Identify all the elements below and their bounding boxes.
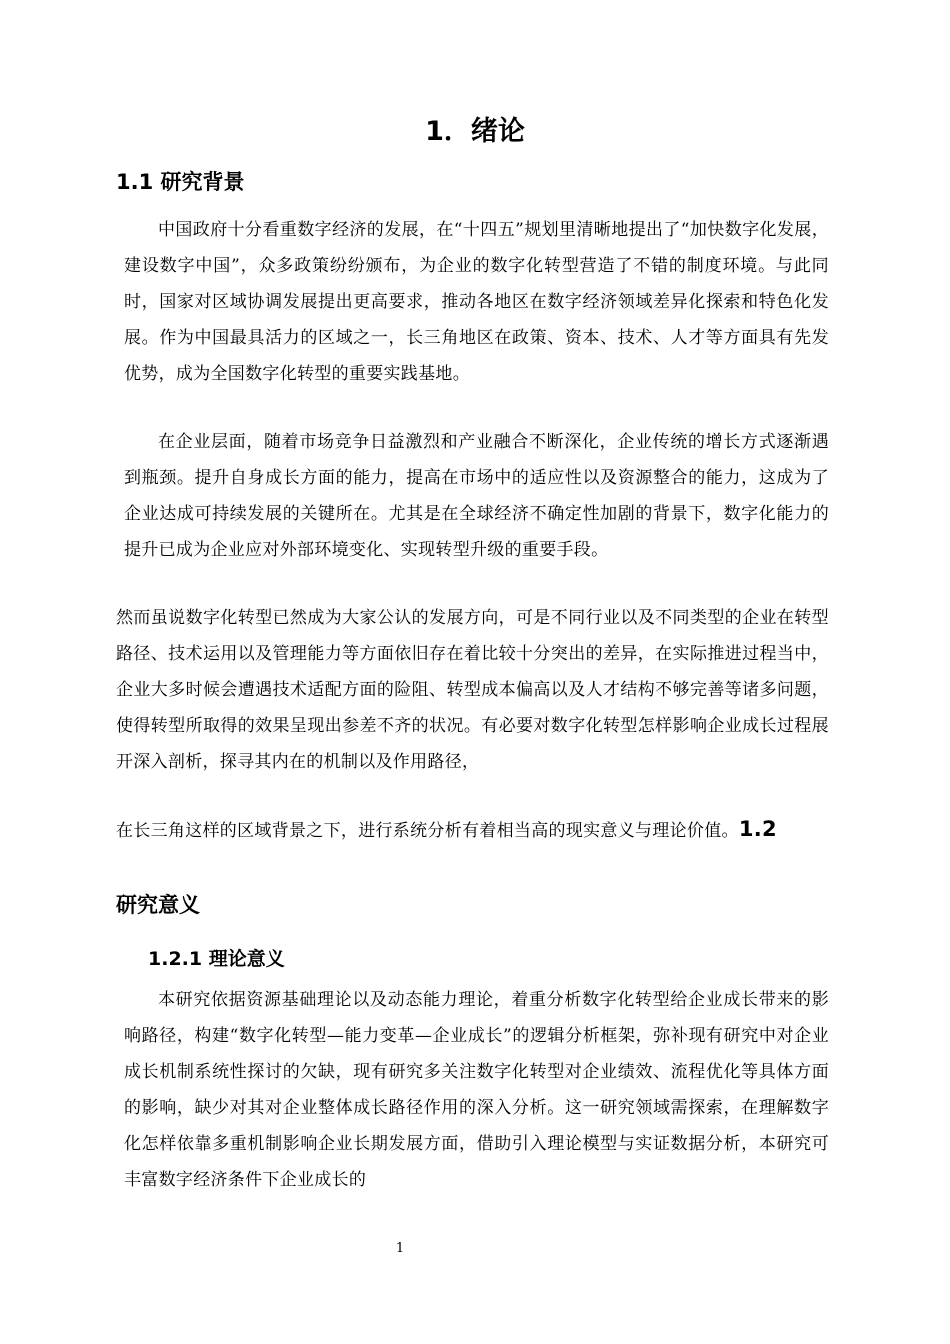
- section-heading-1-2: 研究意义: [116, 893, 200, 917]
- paragraph-background-conclusion-text: 在长三角这样的区域背景之下，进行系统分析有着相当高的现实意义与理论价值。: [116, 821, 739, 841]
- section-heading-1-1: 1.1 研究背景: [116, 170, 245, 194]
- paragraph-background-conclusion: [116, 811, 836, 849]
- paragraph-background-policy: 中国政府十分看重数字经济的发展，在“十四五”规划里清晰地提出了“加快数字化发展，建设数字中国”，众多政策纷纷颁布，为企业的数字化转型营造了不错的制度环境。与此同时，国家对区域协调发展提出更高要求，推动各地区在数字经济领域差异化探索和特色化发展。作为中国最具活力的区域之一，长三角地区在政策、资本、技术、人才等方面具有先发优势，成为全国数字化转型的重要实践基地。: [124, 220, 829, 384]
- paragraph-theoretical-significance: 本研究依据资源基础理论以及动态能力理论，着重分析数字化转型给企业成长带来的影响路径，构建“数字化转型—能力变革—企业成长”的逻辑分析框架，弥补现有研究中对企业成长机制系统性探讨的欠缺，现有研究多关注数字化转型对企业绩效、流程优化等具体方面的影响，缺少对其对企业整体成长路径作用的深入分析。这一研究领域需探索，在理解数字化怎样依靠多重机制影响企业长期发展方面，借助引入理论模型与实证数据分析，本研究可丰富数字经济条件下企业成长的: [124, 990, 829, 1190]
- paragraph-background-differences: 然而虽说数字化转型已然成为大家公认的发展方向，可是不同行业以及不同类型的企业在转型路径、技术运用以及管理能力等方面依旧存在着比较十分突出的差异，在实际推进过程当中，企业大多时候会遭遇技术适配方面的险阻、转型成本偏高以及人才结构不够完善等诸多问题，使得转型所取得的效果呈现出参差不齐的状况。有必要对数字化转型怎样影响企业成长过程展开深入剖析，探寻其内在的机制以及作用路径，: [116, 608, 829, 772]
- paragraph-background-enterprise: 在企业层面，随着市场竞争日益激烈和产业融合不断深化，企业传统的增长方式逐渐遇到瓶颈。提升自身成长方面的能力，提高在市场中的适应性以及资源整合的能力，这成为了企业达成可持续发展的关键所在。尤其是在全球经济不确定性加剧的背景下，数字化能力的提升已成为企业应对外部环境变化、实现转型升级的重要手段。: [124, 432, 829, 560]
- chapter-title: 1．绪论: [425, 116, 525, 147]
- inline-section-number: 1.2: [738, 817, 777, 841]
- page-number: 1: [395, 1241, 405, 1256]
- subsection-heading-1-2-1: 1.2.1 理论意义: [148, 948, 285, 970]
